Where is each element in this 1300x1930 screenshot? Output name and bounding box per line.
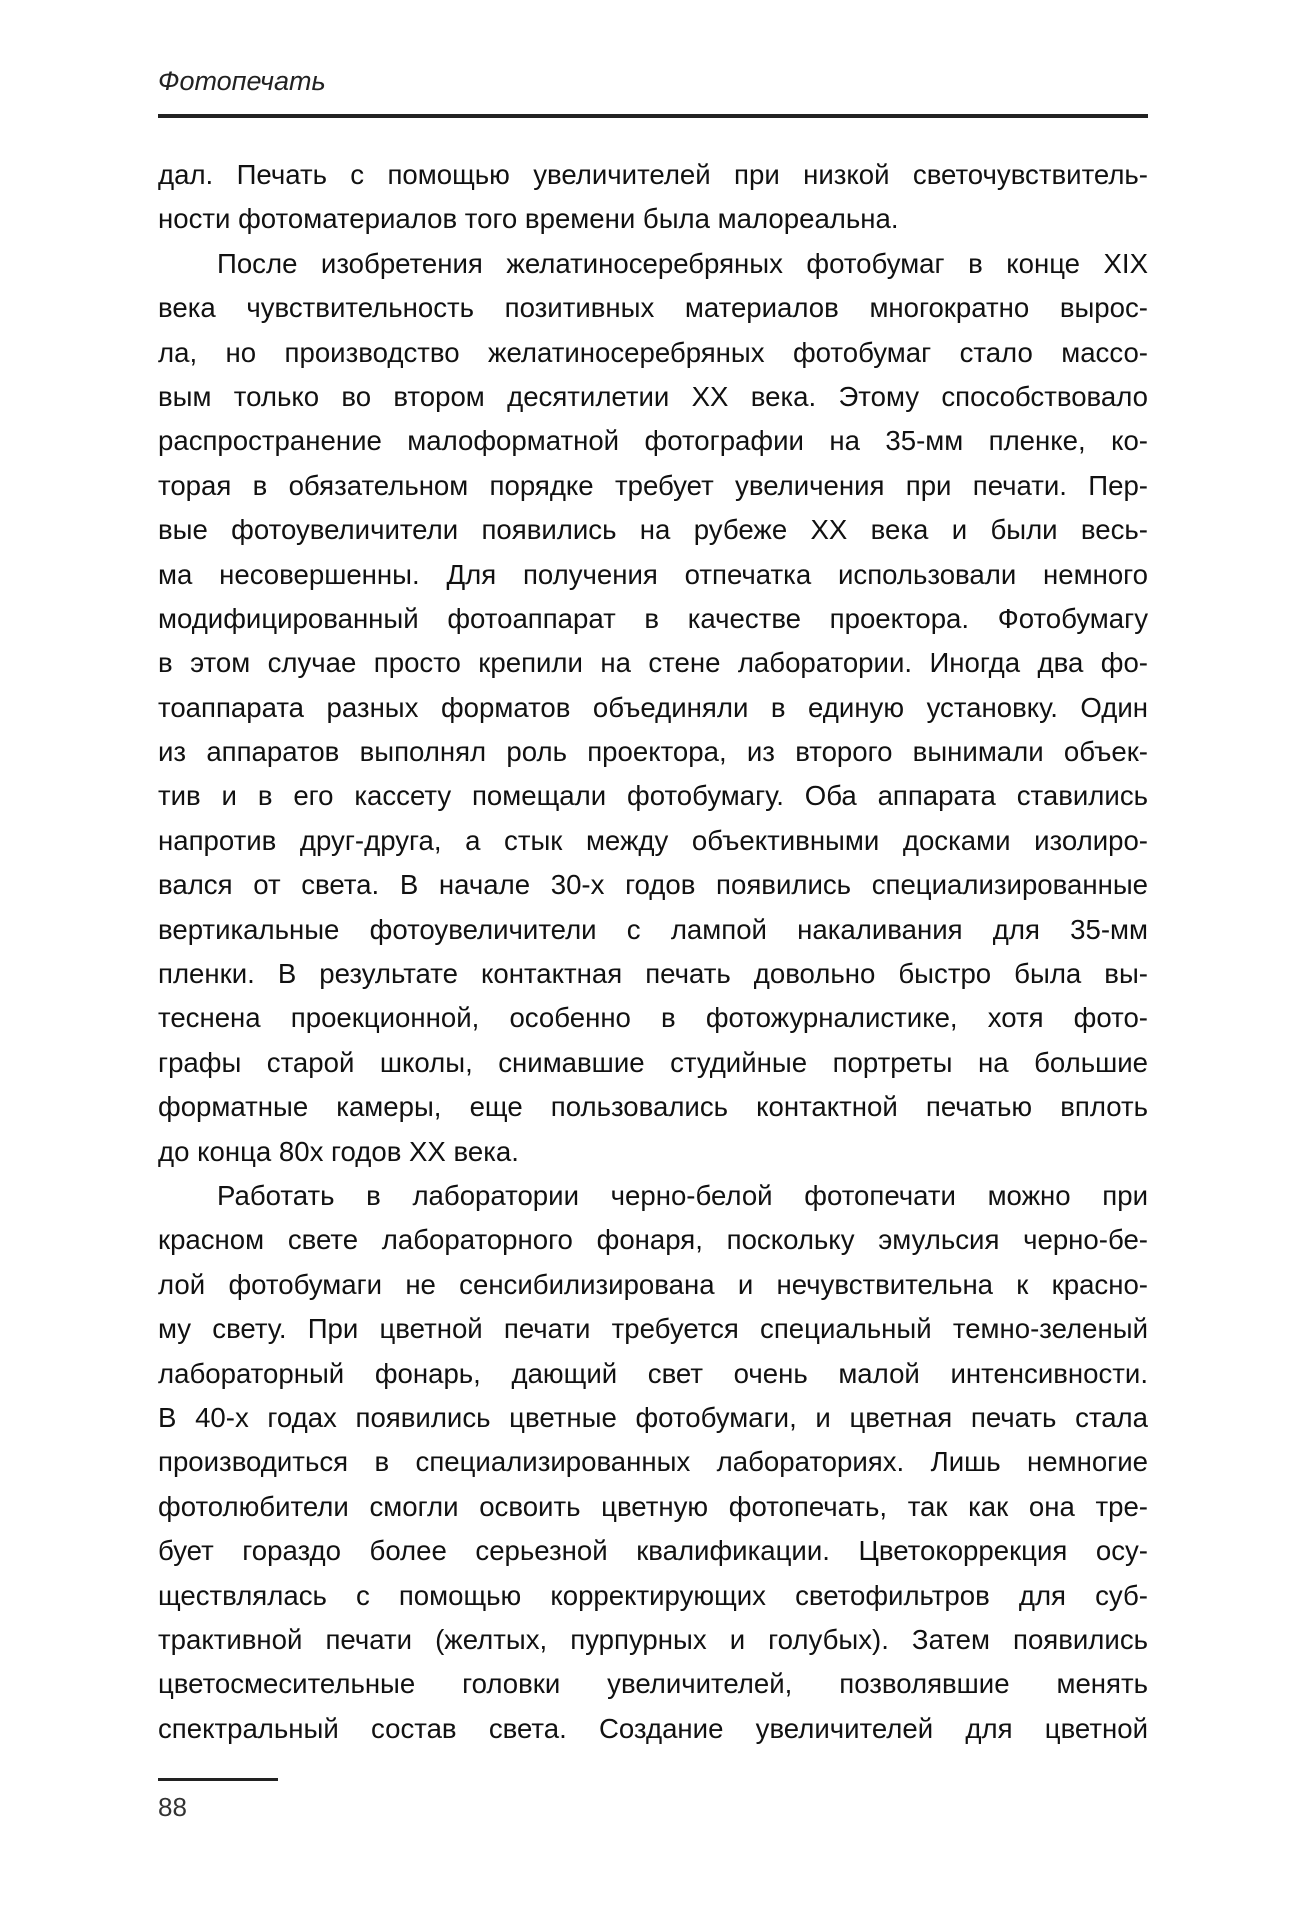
text-line: фотолюбители смогли освоить цветную фотопечать, так как она тре- [158, 1490, 1148, 1522]
text-line: вался от света. В начале 30-х годов появились специализированные [158, 869, 1148, 901]
paragraph [158, 153, 1148, 242]
page-number: 88 [158, 1792, 187, 1822]
text-line: красном свете лабораторного фонаря, поскольку эмульсия черно-бе- [158, 1224, 1148, 1256]
text-line: форматные камеры, еще пользовались контактной печатью вплоть [158, 1091, 1148, 1123]
text-line: ма несовершенны. Для получения отпечатка использовали немного [158, 558, 1148, 590]
text-line: в этом случае просто крепили на стене лаборатории. Иногда два фо- [158, 647, 1148, 679]
text-line: пленки. В результате контактная печать довольно быстро была вы- [158, 958, 1148, 990]
header-divider [158, 114, 1148, 118]
text-line: ности фотоматериалов того времени была малореальна. [158, 203, 899, 235]
text-line: вые фотоувеличители появились на рубеже XX века и были весь- [158, 514, 1148, 546]
text-line: В 40-х годах появились цветные фотобумаги, и цветная печать стала [158, 1401, 1148, 1433]
text-line: графы старой школы, снимавшие студийные портреты на большие [158, 1046, 1148, 1078]
running-head-title: Фотопечать [158, 66, 326, 96]
text-line: трактивной печати (желтых, пурпурных и голубых). Затем появились [158, 1623, 1148, 1655]
paragraph [158, 242, 1148, 1174]
text-line: ла, но производство желатиносеребряных фотобумаг стало массо- [158, 336, 1148, 368]
text-line: цветосмесительные головки увеличителей, позволявшие менять [158, 1668, 1148, 1700]
text-line: бует гораздо более серьезной квалификации. Цветокоррекция осу- [158, 1535, 1148, 1567]
text-line: теснена проекционной, особенно в фотожурналистике, хотя фото- [158, 1002, 1148, 1034]
text-line: производиться в специализированных лабораториях. Лишь немногие [158, 1446, 1148, 1478]
text-line: вертикальные фотоувеличители с лампой накаливания для 35-мм [158, 913, 1148, 945]
text-line: лой фотобумаги не сенсибилизирована и нечувствительна к красно- [158, 1268, 1148, 1300]
text-line: Работать в лаборатории черно-белой фотопечати можно при [217, 1179, 1148, 1211]
text-line: торая в обязательном порядке требует увеличения при печати. Пер- [158, 469, 1148, 501]
text-line: му свету. При цветной печати требуется специальный темно-зеленый [158, 1313, 1148, 1345]
body-text [158, 153, 1148, 1751]
text-line: модифицированный фотоаппарат в качестве проектора. Фотобумагу [158, 602, 1148, 634]
text-line: тоаппарата разных форматов объединяли в единую установку. Один [158, 691, 1148, 723]
text-line: дал. Печать с помощью увеличителей при низкой светочувствитель- [158, 159, 1148, 190]
text-line: века чувствительность позитивных материалов многократно вырос- [158, 292, 1148, 324]
text-line: до конца 80х годов XX века. [158, 1135, 519, 1167]
text-line: из аппаратов выполнял роль проектора, из второго вынимали объек- [158, 736, 1148, 768]
text-line: вым только во втором десятилетии XX века. Этому способствовало [158, 380, 1148, 412]
text-line: спектральный состав света. Создание увеличителей для цветной [158, 1712, 1148, 1744]
text-line: После изобретения желатиносеребряных фотобумаг в конце XIX [217, 247, 1148, 279]
text-line: тив и в его кассету помещали фотобумагу. Оба аппарата ставились [158, 780, 1148, 812]
text-line: напротив друг-друга, а стык между объективными досками изолиро- [158, 824, 1148, 856]
text-line: ществлялась с помощью корректирующих светофильтров для суб- [158, 1579, 1148, 1611]
text-line: лабораторный фонарь, дающий свет очень малой интенсивности. [158, 1357, 1148, 1389]
footer-divider [158, 1778, 278, 1781]
paragraph [158, 1174, 1148, 1751]
text-line: распространение малоформатной фотографии на 35-мм пленке, ко- [158, 425, 1148, 457]
